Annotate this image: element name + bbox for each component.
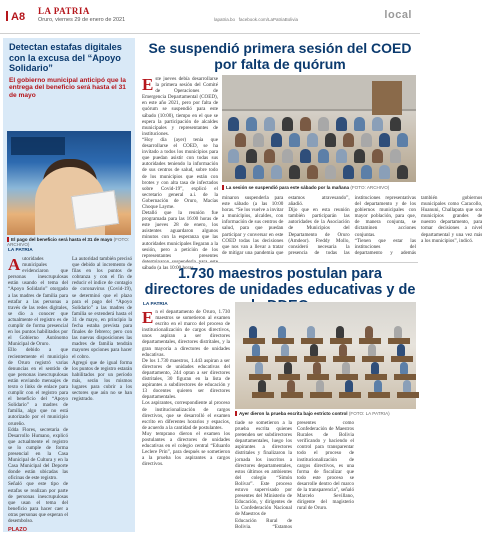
second-paragraph: Los aspirantes, correspondiente al proceso de institucionalización de cargos directivos, que se desarrolló el examen escrito en diferentes horarios y espacios, de acuerdo a la cantidad de postulantes. [142, 400, 230, 431]
desk-figure [359, 338, 381, 344]
student-figure [313, 362, 321, 374]
second-paragraph: Muy temprano dieron el examen los postulantes a directores de unidades educativas en el colegio central “Eduardo Leclere Prin”, para después se sometieron a la prueba los aspirantes a cargos directivos. [142, 430, 230, 468]
social-links [214, 17, 298, 22]
caption-marker [222, 185, 224, 190]
attendee-figure [361, 165, 372, 179]
attendee-figure [300, 149, 311, 163]
desk-figure [246, 356, 268, 362]
lead-headline: Se suspendió primera sesión del COED por falta de quórum [148, 40, 412, 72]
attendee-figure [282, 149, 293, 163]
lead-caption-text: La sesión se suspendió para este sábado por la mañana [226, 185, 350, 190]
attendee-figure [390, 149, 401, 163]
section-label: local [384, 9, 412, 21]
student-figure [342, 362, 350, 374]
attendee-figure [354, 149, 365, 163]
drop-cap: E [142, 75, 154, 94]
second-columns [235, 420, 416, 530]
sidebar-photo-caption [7, 237, 131, 248]
student-figure [249, 326, 257, 338]
second-paragraph: De los 1.730 maestros, 1.443 aspiran a ser directores de unidades educativas del departamento, 244 optan a ser directores distritales, 30 figuran en la lista de aspirantes a subdirectores de educación y 13 docentes quieren ser directores departamentales. [142, 357, 230, 401]
sidebar-subheading: PLAZO [8, 527, 27, 534]
attendee-figure [289, 165, 300, 179]
masthead [0, 0, 420, 34]
attendee-figure [390, 117, 401, 131]
second-photo-caption [235, 411, 416, 416]
newspaper-name: LA PATRIA [38, 6, 90, 16]
student-figure [316, 380, 324, 392]
attendee-figure [325, 133, 336, 147]
desk-figure [301, 338, 323, 344]
desk-figure [252, 392, 274, 398]
attendee-figure [228, 149, 239, 163]
attendee-figure [246, 117, 257, 131]
sidebar-photo [7, 131, 131, 235]
attendee-figure [300, 117, 311, 131]
student-figure [287, 380, 295, 392]
student-figure [345, 380, 353, 392]
desk-figure [362, 356, 384, 362]
desk-figure [243, 338, 265, 344]
second-headline: 1.730 maestros postulan para directores de unidades educativas y de [144, 266, 416, 298]
student-figure [403, 380, 411, 392]
sidebar-columns [8, 256, 132, 536]
drop-cap: E [142, 308, 154, 327]
photo-document [71, 190, 119, 230]
lead-paragraph: “Hoy día (ayer) tenía que desarrollarse el COED, se ha invitado a todos los municipios para que puedan asistir con todas sus autoridades teniendo la información de sus centros de salud, sobre todo de los municipios que están con brotes y con alta tasa de infectados sobre Covid-19”, explicó el secretario general a.i. de la Gobernación de Oruro, Macías Choque Layme. [142, 136, 218, 210]
second-paragraph [142, 309, 230, 358]
lead-paragraph-text: ste jueves debía desarrollarse la primera sesión del Comité de Operaciones de Emergencia Departamental (COED), en este año 2021, pero por falta de quórum se suspendió para este sábado (10:00), tiempo en el que se espera la participación de alcaldes municipales y representantes de instituciones. [142, 76, 218, 137]
lead-paragraph: Detalló que la reunión fue programada para las 16:00 horas de este jueves 28 de enero, los asistentes aguardaron algunos minutos con la esperanza que las autoridades municipales llegaran a la sesión, pero a petición de los representantes presentes sábado (a las 10:00 horas. [142, 210, 218, 271]
student-figure [281, 344, 289, 356]
attendee-figure [397, 165, 408, 179]
attendee-figure [253, 165, 264, 179]
student-figure [336, 326, 344, 338]
desk-figure [333, 356, 355, 362]
attendee-figure [343, 133, 354, 147]
sidebar-story [3, 38, 135, 532]
desk-figure [388, 338, 410, 344]
attendee-figure [271, 165, 282, 179]
second-paragraph-text: n el departamento de Oruro, 1.730 maestros se sometieron al examen escrito en el marco del proceso de institucionalización de cargos directivos, unos aspiran a ser directores departamentales, directores distritales, y la gran mayoría a directores de unidades educativas. [142, 309, 230, 358]
page-marker [6, 11, 8, 21]
sidebar-body [8, 248, 132, 536]
sidebar-paragraph: Edda Flores, secretaria de Desarrollo Humano, explicó que actualmente el registro se lo cumple de forma presencial en la Casa Municipal de Cultura y en la Casa Municipal del Deporte donde están ubicadas las oficinas de este registro. [8, 426, 68, 482]
sidebar-byline: LA PATRIA [8, 248, 33, 253]
attendee-figure [246, 149, 257, 163]
student-figure [374, 380, 382, 392]
second-paragraph: Educación Rural de Bolivia. “Estamos presentes como Confederación de Maestros Rurales de Bolivia verificando y haciendo el control para transparentar todo el proceso de institucionalización de cargos directivos, es una forma de fiscalizar que todo este proceso se desarrolle dentro del marco de la transparencia”, señaló Marcelo Sevillano, dirigente del magisterio rural de Oruro. [235, 420, 354, 530]
web-link[interactable]: lapatria.bo [214, 17, 236, 22]
sidebar-paragraph: Señaló que este tipo de estafas se realizan por parte de personas inescrupulosas que usan el tema del beneficio para hacer caer a otras personas que esperan el desembolso. [8, 481, 68, 525]
attendee-figure [307, 165, 318, 179]
lead-body [142, 76, 218, 271]
attendee-figure [271, 133, 282, 147]
desk-figure [272, 338, 294, 344]
lead-paragraph: Dijo que en esta reunión también participarán las autoridades de la Asociación de Municipios del Departamento de Oruro (Amdeor). Freddy Mollo, consideró necesaria la presencia de todas las instituciones representativas del departamento y de los gobiernos municipales con mayor población, para que, de manera conjunta, se dictaminen acciones conjuntas. [288, 195, 416, 256]
second-caption-text: Ayer dieron la prueba escrita bajo estricto control [239, 411, 348, 416]
sidebar-paragraph-text: utoridades municipales evidenciaron que personas inescrupulosas están usando el tema del “Apoyo Solidario” otorgado a las madres de familia para estafar a las personas a través de las redes digitales, se dio a conocer que actualmente el registro es de cumplir de forma presencial en los puntos habilitados por el Gobierno Autónomo Municipal de Oruro. [8, 256, 68, 348]
lead-paragraph: “Tienen que estar las instituciones del departamento y además también gobiernos municipales como Caracollo, Huanuni, Challapata que son municipios grandes de nuestro departamento, para tomar decisiones a nivel departamental y una vez más a los municipios”, indicó. [354, 195, 482, 256]
attendee-figure [354, 117, 365, 131]
attendee-figure [264, 149, 275, 163]
student-figure [371, 362, 379, 374]
student-figure [252, 344, 260, 356]
desk-figure [339, 392, 361, 398]
sidebar-paragraph [8, 256, 68, 347]
desk-figure [307, 374, 329, 380]
student-figure [339, 344, 347, 356]
caption-marker [7, 237, 9, 242]
attendee-figure [325, 165, 336, 179]
student-figure [394, 326, 402, 338]
desk-figure [397, 392, 419, 398]
student-figure [400, 362, 408, 374]
attendee-figure [336, 149, 347, 163]
page-number-text: A8 [11, 11, 26, 23]
second-photo-credit: (FOTO: LA PATRIA) [348, 411, 390, 416]
student-figure [397, 344, 405, 356]
caption-marker [235, 411, 237, 416]
attendee-figure [253, 133, 264, 147]
student-figure [278, 326, 286, 338]
attendee-figure [235, 165, 246, 179]
attendee-figure [228, 117, 239, 131]
student-figure [284, 362, 292, 374]
desk-figure [304, 356, 326, 362]
sidebar-paragraph: La autoridad también precisó que debido al incremento de filas en los puntos de cobranza y con el fin de reducir el índice de contagio de coronavirus (Covid-19), se determinó que el plazo para el pago del “Apoyo Solidario” a las madres de familia se extenderá hasta el 31 de mayo, en principio la fecha estaba prevista para finales de febrero; pero con las nuevas disposiciones las madres de familia tendrán mayores opciones para hacer el cobro. [72, 256, 132, 360]
student-figure [258, 380, 266, 392]
attendee-figure [372, 149, 383, 163]
sidebar-headline: Detectan estafas digitales con la excusa del “Apoyo Solidario” [9, 42, 122, 73]
desk-figure [391, 356, 413, 362]
sidebar-paragraph: Ello debido a que recientemente el municipio de Oruro registró varias denuncias en el sentido de que personas inescrupulosas están enviando mensajes de texto o links de enlace para cumplir con el registro para el beneficio del “Apoyo Solidario” a madres de familia, algo que no está autorizado por el municipio orureño. [8, 347, 68, 427]
desk-figure [336, 374, 358, 380]
student-figure [255, 362, 263, 374]
attendee-figure [379, 133, 390, 147]
photo-sign [11, 137, 65, 155]
drop-cap: A [8, 255, 21, 274]
facebook-link[interactable]: facebook.com/LaPatriaBolivia [238, 17, 299, 22]
student-figure [368, 344, 376, 356]
student-figure [365, 326, 373, 338]
desk-figure [310, 392, 332, 398]
lead-photo-credit: (FOTO: ARCHIVO) [350, 185, 390, 190]
attendee-figure [379, 165, 390, 179]
attendee-figure [318, 149, 329, 163]
lead-columns [222, 195, 482, 261]
attendee-figure [282, 117, 293, 131]
attendee-figure [264, 117, 275, 131]
second-body [142, 309, 230, 467]
attendee-figure [318, 117, 329, 131]
desk-figure [330, 338, 352, 344]
attendee-figure [372, 117, 383, 131]
desk-figure [394, 374, 416, 380]
attendee-figure [289, 133, 300, 147]
second-byline: LA PATRIA [143, 302, 168, 307]
lead-photo [222, 75, 416, 182]
photo-door [372, 81, 402, 115]
attendee-figure [343, 165, 354, 179]
desk-figure [249, 374, 271, 380]
attendee-figure [336, 117, 347, 131]
desk-figure [278, 374, 300, 380]
student-figure [310, 344, 318, 356]
sidebar-paragraph: Agregó que de igual forma los puntos de registro estarán habilitados por un período más, serán los mismos lugares para cubrir a los sectores que aún no se han registrado. [72, 359, 132, 403]
desk-figure [368, 392, 390, 398]
attendee-figure [307, 133, 318, 147]
date-line: Oruro, viernes 29 de enero de 2021 [38, 17, 126, 23]
sidebar-photo-credit: (FOTO: ARCHIVO) [7, 237, 130, 248]
lead-photo-caption [222, 185, 416, 190]
desk-figure [281, 392, 303, 398]
desk-figure [365, 374, 387, 380]
attendee-figure [361, 133, 372, 147]
story-divider [142, 262, 418, 263]
page-number [6, 11, 25, 23]
desk-figure [275, 356, 297, 362]
sidebar-subhead: El gobierno municipal anticipó que la entrega del beneficio será hasta el 31 de mayo [9, 76, 126, 99]
lead-paragraph: minaron suspenderla para este sábado (a las 10:00 horas. “Se los vuelve a invitar a municipios, alcaldes, con información de sus centros de salud, para que puedan participar y conversar en este COED todas las decisiones que nos van a llevar a tratar de mitigar una pandemia que estamos atravesando”, añadió. [222, 195, 350, 256]
lead-paragraph [142, 76, 218, 137]
second-paragraph: tiade se sometieron a la prueba escrita quienes pretenden ser subdirectores departamentales, luego los aspirantes a directores distritales y finalizaron la jornada los inscritos a directores departamentales, estos últimos en ambientes del colegio “Simón Bolívar”. Este proceso estuvo supervisado por presentes del Ministerio de Educación, y dirigentes de la Confederación Nacional de Maestros de [235, 420, 292, 518]
sidebar-caption-text: El pago del beneficio será hasta el 31 de mayo [11, 237, 113, 242]
attendee-figure [397, 133, 408, 147]
student-figure [307, 326, 315, 338]
second-photo [235, 302, 416, 409]
attendee-figure [235, 133, 246, 147]
